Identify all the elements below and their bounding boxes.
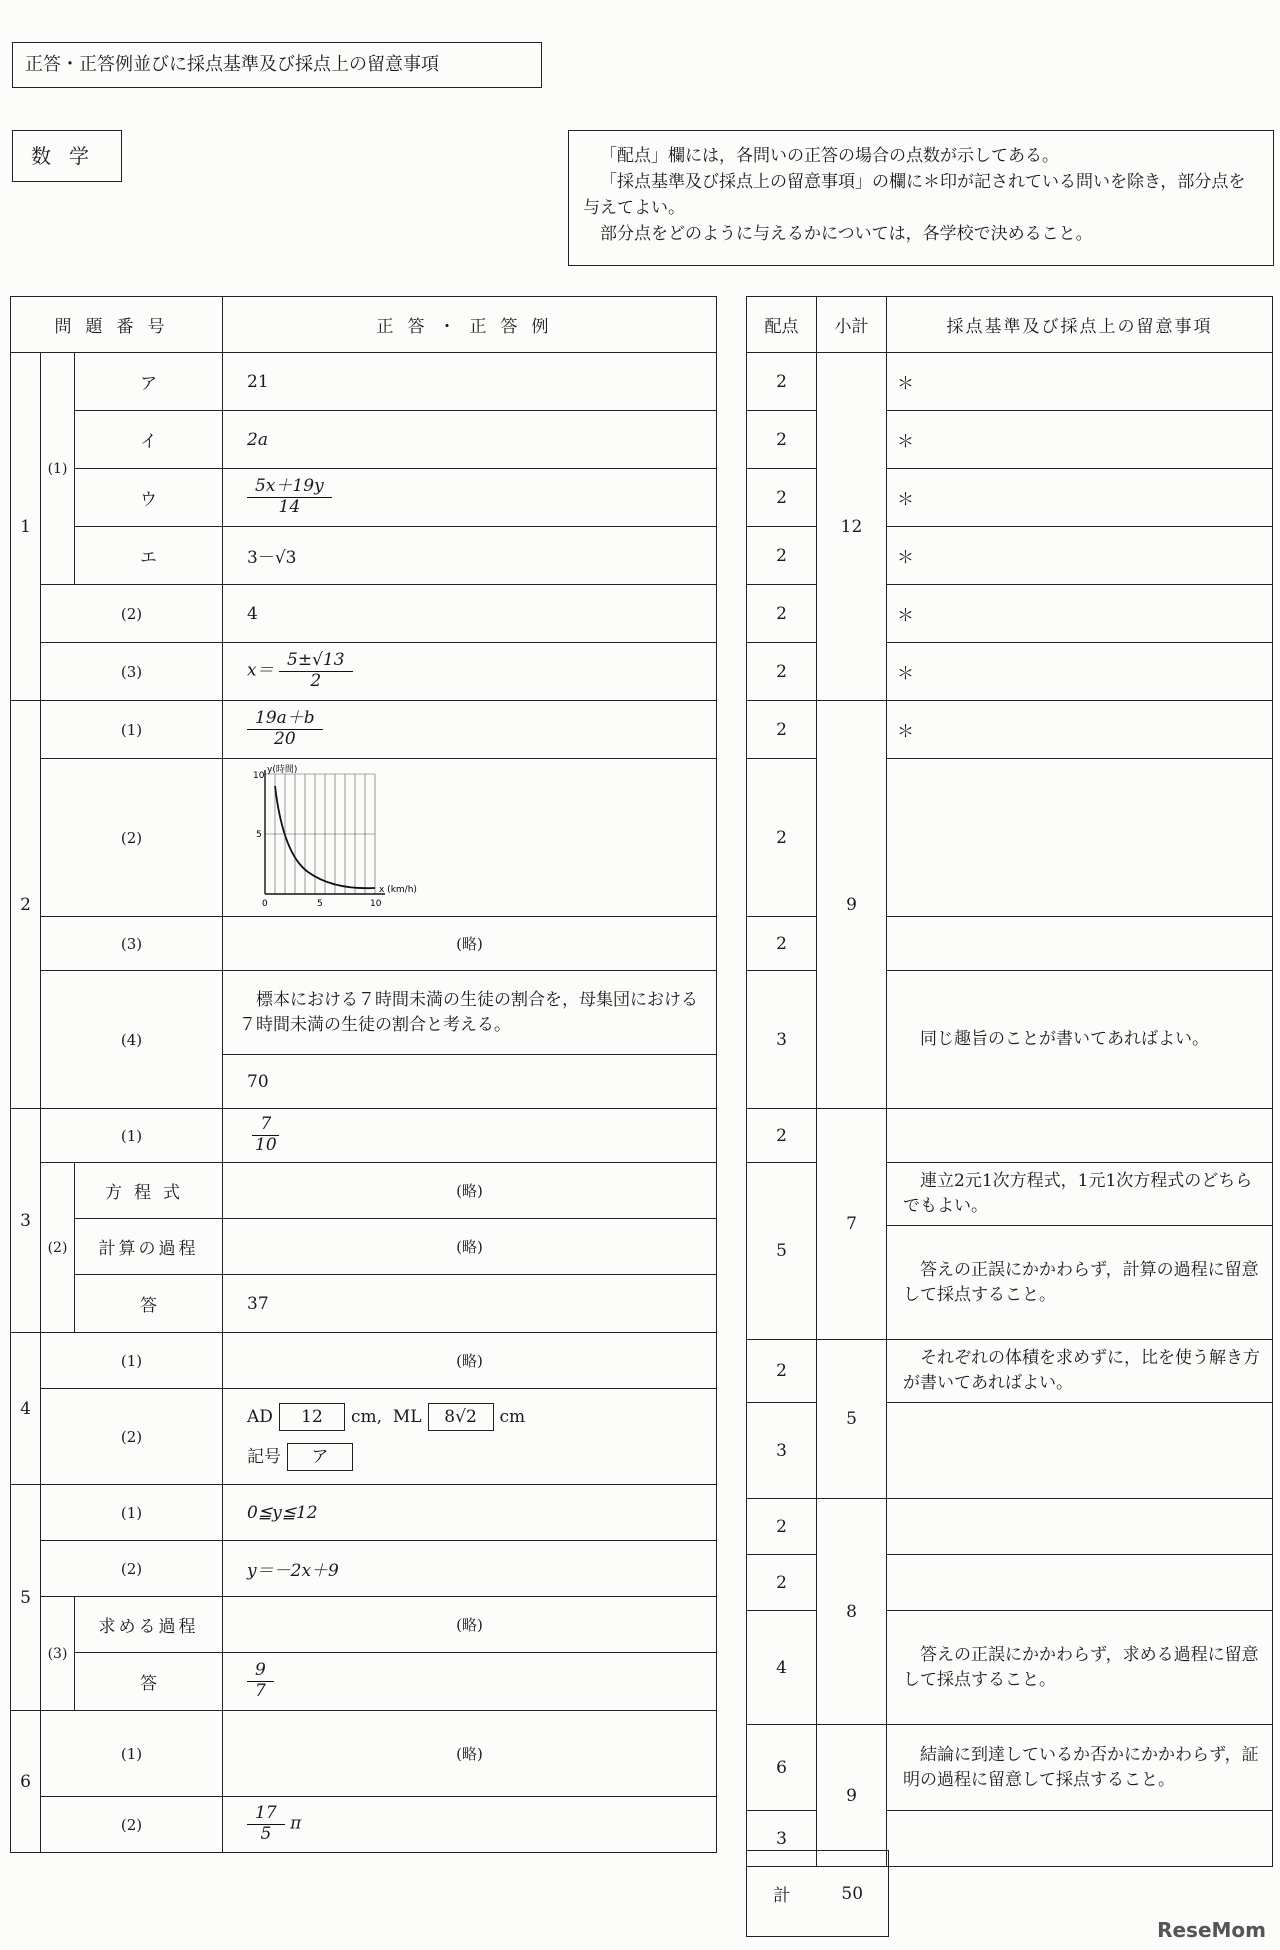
y-tick-label: 5 [256, 829, 262, 840]
q3-subtotal: 7 [817, 1109, 887, 1340]
points-cell: 3 [747, 1403, 817, 1499]
instructions-box [568, 130, 1274, 266]
criteria-empty [887, 1109, 1273, 1163]
fraction-denominator: 20 [274, 729, 296, 749]
q2-part3-answer: (略) [223, 917, 717, 971]
no-partial-mark: ＊ [887, 469, 1273, 527]
note-line: 「採点基準及び採点上の留意事項」の欄に＊印が記されている問いを除き，部分点を与えてよい。 [583, 172, 1246, 218]
q2-part1-answer [223, 701, 717, 759]
q1-part3: (3) [41, 643, 223, 701]
points-cell: 3 [747, 1811, 817, 1867]
q1-d-label: エ [75, 527, 223, 585]
fraction-numerator: 19a＋b [247, 709, 323, 730]
fraction [247, 1804, 285, 1844]
q3-part1-answer [223, 1109, 717, 1163]
q3-criteria-note-equation: 連立2元1次方程式，1元1次方程式のどちらでもよい。 [887, 1163, 1273, 1226]
q2-part2-answer [223, 759, 717, 917]
q1-part2: (2) [41, 585, 223, 643]
subject-label: 数学 [12, 130, 122, 182]
q3-answer-label: 答 [75, 1275, 223, 1333]
q3-equation-answer: (略) [223, 1163, 717, 1219]
no-partial-mark: ＊ [887, 643, 1273, 701]
q3-answer: 37 [223, 1275, 717, 1333]
symbol-answer-box: ア [287, 1443, 353, 1471]
header-subtotal: 小計 [817, 297, 887, 353]
q4-part1-answer: (略) [223, 1333, 717, 1389]
fraction-denominator: 2 [310, 671, 322, 691]
ad-label: AD [247, 1406, 273, 1427]
header-question-number: 問題番号 [11, 297, 223, 353]
q6-part2-answer [223, 1797, 717, 1853]
fraction-numerator: 7 [252, 1115, 279, 1136]
fraction-numerator: 9 [247, 1661, 274, 1682]
q2-part1: (1) [41, 701, 223, 759]
q6-part1-answer: (略) [223, 1711, 717, 1797]
q5-part2-answer: y＝－2x＋9 [223, 1541, 717, 1597]
criteria-empty [887, 1403, 1273, 1499]
total-points: 50 [817, 1851, 889, 1937]
no-partial-mark: ＊ [887, 585, 1273, 643]
q1-a-label: ア [75, 353, 223, 411]
ml-answer-box: 8√2 [428, 1403, 494, 1431]
q1-d-answer: 3－√3 [223, 527, 717, 585]
q2-number: 2 [11, 701, 41, 1109]
q4-number: 4 [11, 1333, 41, 1485]
points-cell: 2 [747, 917, 817, 971]
q3-calc-answer: (略) [223, 1219, 717, 1275]
graph-x-label: x (km/h) [379, 884, 417, 895]
points-cell: 2 [747, 353, 817, 411]
fraction [247, 1661, 274, 1701]
q5-part1-answer: 0≦y≦12 [223, 1485, 717, 1541]
q2-part3: (3) [41, 917, 223, 971]
no-partial-mark: ＊ [887, 527, 1273, 585]
note-line: 部分点をどのように与えるかについては，各学校で決めること。 [600, 224, 1093, 244]
q6-part2: (2) [41, 1797, 223, 1853]
inverse-proportion-graph [253, 764, 423, 912]
q1-c-label: ウ [75, 469, 223, 527]
points-cell: 3 [747, 971, 817, 1109]
fraction-denominator: 5 [260, 1824, 272, 1844]
total-label: 計 [747, 1851, 817, 1937]
answers-table [10, 296, 717, 1853]
math-prefix: x＝ [247, 661, 274, 681]
points-cell: 2 [747, 527, 817, 585]
q5-process-label: 求める過程 [75, 1597, 223, 1653]
note-line: 「配点」欄には，各問いの正答の場合の点数が示してある。 [600, 146, 1059, 166]
no-partial-mark: ＊ [887, 353, 1273, 411]
q4-part1: (1) [41, 1333, 223, 1389]
q3-criteria-note-process: 答えの正誤にかかわらず，計算の過程に留意して採点すること。 [887, 1226, 1273, 1340]
q2-part4-reason: 標本における７時間未満の生徒の割合を，母集団における７時間未満の生徒の割合と考える。 [223, 971, 717, 1055]
no-partial-mark: ＊ [887, 411, 1273, 469]
points-cell: 2 [747, 701, 817, 759]
q3-equation-label: 方程式 [75, 1163, 223, 1219]
document-title: 正答・正答例並びに採点基準及び採点上の留意事項 [12, 42, 542, 88]
x-tick-label: 5 [317, 898, 323, 909]
criteria-empty [887, 1499, 1273, 1555]
q2-part4: (4) [41, 971, 223, 1109]
criteria-empty [887, 917, 1273, 971]
fraction-denominator: 10 [255, 1135, 277, 1155]
y-tick-label: 10 [253, 770, 265, 781]
q1-c-answer [223, 469, 717, 527]
q5-number: 5 [11, 1485, 41, 1711]
q1-part3-answer [223, 643, 717, 701]
q1-number: 1 [11, 353, 41, 701]
unit-label: cm [499, 1406, 526, 1427]
x-tick-label: 0 [262, 898, 268, 909]
q6-number: 6 [11, 1711, 41, 1853]
q1-b-answer: 2a [223, 411, 717, 469]
no-partial-mark: ＊ [887, 701, 1273, 759]
q6-criteria-note: 結論に到達しているか否かにかかわらず，証明の過程に留意して採点すること。 [887, 1725, 1273, 1811]
q5-subtotal: 8 [817, 1499, 887, 1725]
fraction-numerator: 5x＋19y [247, 477, 332, 498]
fraction [247, 709, 323, 749]
q6-subtotal: 9 [817, 1725, 887, 1867]
points-cell: 2 [747, 1555, 817, 1611]
x-tick-label: 10 [370, 898, 382, 909]
resemom-logo: ReseMom [1157, 1918, 1266, 1942]
points-cell: 2 [747, 411, 817, 469]
header-answer: 正答・正答例 [223, 297, 717, 353]
criteria-empty [887, 1555, 1273, 1611]
q2-subtotal: 9 [817, 701, 887, 1109]
points-cell: 2 [747, 585, 817, 643]
q5-process-answer: (略) [223, 1597, 717, 1653]
q1-a-answer: 21 [223, 353, 717, 411]
scoring-table [746, 296, 1273, 1867]
header-criteria: 採点基準及び採点上の留意事項 [887, 297, 1273, 353]
q2-part2: (2) [41, 759, 223, 917]
pi-symbol: π [290, 1814, 302, 1834]
q5-answer [223, 1653, 717, 1711]
q5-part2: (2) [41, 1541, 223, 1597]
q5-part3: (3) [41, 1597, 75, 1711]
points-cell: 5 [747, 1163, 817, 1340]
q6-part1: (1) [41, 1711, 223, 1797]
fraction [247, 1115, 285, 1155]
q3-part2: (2) [41, 1163, 75, 1333]
q4-part2: (2) [41, 1389, 223, 1485]
ml-label: ML [392, 1406, 422, 1427]
q1-subtotal: 12 [817, 353, 887, 701]
fraction [247, 477, 332, 517]
points-cell: 2 [747, 469, 817, 527]
q3-calc-label: 計算の過程 [75, 1219, 223, 1275]
points-cell: 2 [747, 643, 817, 701]
q4-subtotal: 5 [817, 1340, 887, 1499]
q5-answer-label: 答 [75, 1653, 223, 1711]
header-points: 配点 [747, 297, 817, 353]
fraction-numerator: 5±√13 [279, 651, 353, 672]
points-cell: 2 [747, 1109, 817, 1163]
q4-part2-answer: AD 12 cm, ML 8√2 cm 記号 ア [223, 1389, 717, 1485]
q3-part1: (1) [41, 1109, 223, 1163]
total-box [746, 1850, 889, 1937]
unit-label: cm [350, 1406, 377, 1427]
q1-b-label: イ [75, 411, 223, 469]
graph-grid [265, 774, 375, 894]
q2-criteria-note: 同じ趣旨のことが書いてあればよい。 [887, 971, 1273, 1109]
symbol-label: 記号 [247, 1446, 282, 1467]
graph-y-label: y(時間) [267, 764, 298, 775]
points-cell: 2 [747, 759, 817, 917]
fraction-denominator: 7 [255, 1681, 266, 1701]
fraction [279, 651, 353, 691]
q5-criteria-note: 答えの正誤にかかわらず，求める過程に留意して採点すること。 [887, 1611, 1273, 1725]
q1-part2-answer: 4 [223, 585, 717, 643]
q3-number: 3 [11, 1109, 41, 1333]
points-cell: 2 [747, 1340, 817, 1403]
points-cell: 4 [747, 1611, 817, 1725]
points-cell: 6 [747, 1725, 817, 1811]
fraction-numerator: 17 [247, 1804, 285, 1825]
criteria-empty [887, 1811, 1273, 1867]
q1-part1: (1) [41, 353, 75, 585]
ad-answer-box: 12 [279, 1403, 345, 1431]
q4-criteria-note: それぞれの体積を求めずに，比を使う解き方が書いてあればよい。 [887, 1340, 1273, 1403]
q5-part1: (1) [41, 1485, 223, 1541]
points-cell: 2 [747, 1499, 817, 1555]
criteria-empty [887, 759, 1273, 917]
q2-part4-answer: 70 [223, 1055, 717, 1109]
fraction-denominator: 14 [278, 497, 301, 517]
